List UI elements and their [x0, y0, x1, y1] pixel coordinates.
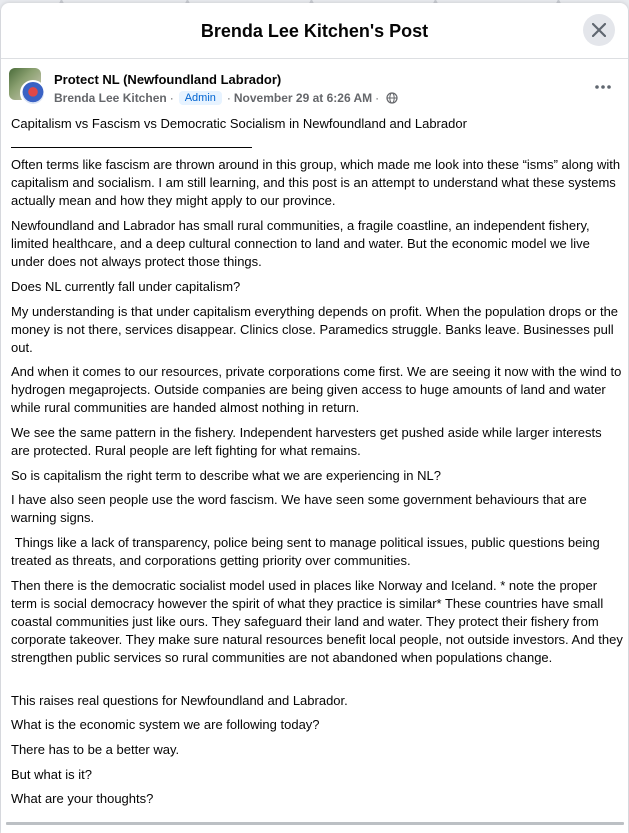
post-meta [54, 90, 398, 106]
meta-separator: · [226, 91, 231, 105]
post-paragraph: My understanding is that under capitalism everything depends on profit. When the population drops or the money is not there, services disappear. Clinics close. Paramedics struggle. Banks leave. Businesses pull out. [11, 304, 619, 355]
post-paragraph: I have also seen people use the word fascism. We have seen some government behaviours that are warning signs. [11, 492, 587, 525]
group-name-link[interactable]: Protect NL (Newfoundland Labrador) [54, 72, 282, 87]
author-link[interactable]: Brenda Lee Kitchen [54, 91, 167, 105]
post-paragraph: This raises real questions for Newfoundland and Labrador. [11, 693, 348, 708]
post-paragraph: What is the economic system we are following today? [11, 717, 320, 732]
post-paragraph: Often terms like fascism are thrown around in this group, which made me look into these “isms” along with capitalism and socialism. I am still learning, and this post is an attempt to understand what these systems actually mean and how they might apply to our province. [11, 157, 621, 208]
post-paragraph: And when it comes to our resources, private corporations come first. We are seeing it now with the wind to hydrogen megaprojects. Outside companies are being given access to huge amounts of land and water while rural communities are handed almost nothing in return. [11, 364, 622, 415]
close-button[interactable] [583, 14, 615, 46]
post-paragraph: So is capitalism the right term to describe what we are experiencing in NL? [11, 468, 441, 483]
post-modal [1, 3, 628, 833]
user-avatar[interactable] [20, 80, 46, 106]
post-paragraph: We see the same pattern in the fishery. Independent harvesters get pushed aside while larger interests are protected. Rural people are left fighting for what remains. [11, 425, 602, 458]
modal-title: Brenda Lee Kitchen's Post [200, 21, 429, 41]
post-timestamp[interactable]: November 29 at 6:26 AM [233, 91, 373, 105]
close-icon [592, 23, 606, 37]
post-header [1, 65, 628, 109]
globe-icon[interactable] [386, 92, 398, 104]
post-paragraph: Capitalism vs Fascism vs Democratic Socialism in Newfoundland and Labrador [11, 116, 467, 131]
admin-badge[interactable]: Admin [179, 91, 222, 105]
text-divider [11, 147, 252, 148]
post-paragraph: There has to be a better way. [11, 742, 180, 757]
more-options-icon [595, 85, 611, 89]
meta-separator: · [375, 91, 380, 105]
modal-header [1, 3, 628, 59]
post-paragraph: Newfoundland and Labrador has small rural communities, a fragile coastline, an independent fishery, limited healthcare, and a deep cultural connection to land and water. But the economic model we live under does not always protect those things. [11, 218, 590, 269]
meta-separator: · [169, 91, 174, 105]
post-paragraph: Things like a lack of transparency, police being sent to manage political issues, public questions being treated as threats, and corporations getting priority over communities. [11, 535, 604, 568]
post-paragraph: But what is it? [11, 767, 92, 782]
post-paragraph: What are your thoughts? [11, 791, 154, 806]
more-options-button[interactable] [589, 73, 617, 101]
post-paragraph: Then there is the democratic socialist model used in places like Norway and Iceland. * note the proper term is social democracy however the spirit of what they practice is similar* These countries have small coastal communities just like ours. They safeguard their land and water. They protect their fishery from corporate takeover. They make sure natural resources benefit local people, not outside investors. And they strengthen public services so rural communities are not abandoned when populations change. [11, 578, 623, 665]
avatar-stack[interactable] [9, 68, 47, 106]
post-paragraph: Does NL currently fall under capitalism? [11, 279, 241, 294]
